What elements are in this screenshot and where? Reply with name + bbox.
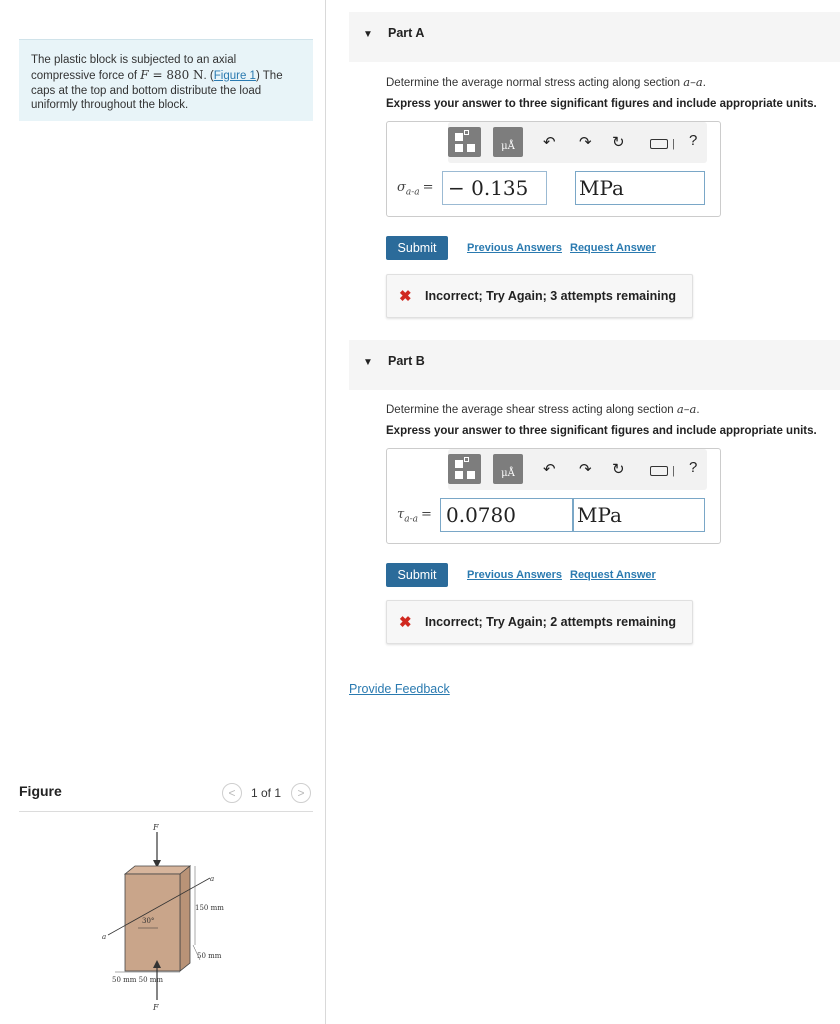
part-a-title: Part A	[388, 26, 425, 40]
math-toolbar	[448, 449, 707, 490]
symbol-letter: τ	[397, 507, 405, 522]
label-force-bottom: F	[153, 1003, 159, 1012]
chevron-right-icon[interactable]: >	[291, 783, 311, 803]
equals-sign: =	[420, 507, 432, 522]
keyboard-icon[interactable]	[650, 466, 668, 476]
question-text: .	[702, 77, 706, 89]
error-icon: ✖	[399, 614, 412, 631]
reset-icon[interactable]: ↻	[612, 461, 625, 478]
part-a-feedback	[386, 274, 693, 318]
request-answer-link[interactable]: Request Answer	[570, 569, 656, 581]
part-b-question	[386, 402, 700, 416]
question-text: .	[696, 404, 700, 416]
force-equals: =	[148, 67, 167, 82]
math-toolbar	[448, 122, 707, 163]
figure-title: Figure	[19, 783, 62, 799]
redo-icon[interactable]: ↷	[579, 134, 592, 151]
units-icon[interactable]: μÅ	[493, 127, 523, 157]
feedback-message: Incorrect; Try Again; 2 attempts remaining	[425, 615, 676, 629]
submit-button[interactable]: Submit	[386, 563, 448, 587]
problem-text: ) The caps at the top and bottom distribute the load uniformly throughout the block.	[31, 69, 283, 112]
help-icon[interactable]: ?	[689, 132, 698, 149]
part-b-feedback	[386, 600, 693, 644]
submit-button[interactable]: Submit	[386, 236, 448, 260]
units-icon[interactable]: μÅ	[493, 454, 523, 484]
caret-down-icon[interactable]: ▼	[363, 29, 373, 40]
caret-down-icon[interactable]: ▼	[363, 357, 373, 368]
figure-pager: 1 of 1	[251, 786, 282, 800]
sigma-symbol	[397, 180, 434, 198]
question-text: Determine the average shear stress acting along section	[386, 404, 677, 416]
force-symbol: F	[140, 67, 149, 82]
value-input[interactable]: 0.0780	[440, 498, 573, 532]
problem-text: The plastic block is subjected to an axial compressive force of	[31, 54, 237, 82]
redo-icon[interactable]: ↷	[579, 461, 592, 478]
part-a-header[interactable]	[349, 12, 840, 62]
value-input[interactable]: − 0.135	[442, 171, 547, 205]
section-symbol: a–a	[683, 75, 703, 89]
tau-symbol	[397, 507, 432, 525]
part-a-answer-box	[386, 121, 721, 217]
question-text: Determine the average normal stress acting along section	[386, 77, 684, 89]
part-a-instruction: Express your answer to three significant figures and include appropriate units.	[386, 98, 817, 110]
label-section-right: a	[210, 875, 215, 883]
force-value: 880 N	[166, 67, 204, 82]
panel-divider	[325, 0, 326, 1024]
symbol-letter: σ	[397, 180, 406, 195]
label-depth: 50 mm	[197, 952, 222, 960]
block-side-face	[180, 866, 190, 971]
part-b-header[interactable]	[349, 340, 840, 390]
part-a-question	[386, 75, 706, 89]
provide-feedback-link[interactable]: Provide Feedback	[349, 682, 450, 696]
part-b-answer-box	[386, 448, 721, 544]
symbol-subscript: a-a	[405, 187, 420, 198]
label-width: 50 mm 50 mm	[112, 976, 164, 984]
undo-icon[interactable]: ↶	[543, 134, 556, 151]
toolbar-separator: |	[672, 465, 675, 477]
error-icon: ✖	[399, 288, 412, 305]
previous-answers-link[interactable]: Previous Answers	[467, 242, 562, 254]
equals-sign: =	[422, 180, 434, 195]
problem-text: . (	[203, 69, 214, 82]
templates-icon[interactable]	[448, 454, 481, 484]
part-b-instruction: Express your answer to three significant figures and include appropriate units.	[386, 425, 817, 437]
units-input[interactable]: MPa	[575, 171, 705, 205]
previous-answers-link[interactable]: Previous Answers	[467, 569, 562, 581]
label-force-top: F	[153, 823, 159, 832]
label-height: 150 mm	[195, 904, 224, 912]
block-top-face	[125, 866, 190, 874]
request-answer-link[interactable]: Request Answer	[570, 242, 656, 254]
figure-header	[19, 780, 313, 812]
section-symbol: a–a	[676, 402, 697, 416]
label-section-left: a	[102, 933, 107, 941]
templates-icon[interactable]	[448, 127, 481, 157]
chevron-left-icon[interactable]: <	[222, 783, 242, 803]
help-icon[interactable]: ?	[689, 459, 698, 476]
reset-icon[interactable]: ↻	[612, 134, 625, 151]
figure-link[interactable]: Figure 1	[213, 69, 256, 82]
symbol-subscript: a-a	[404, 514, 418, 525]
plastic-block-figure	[100, 820, 240, 1016]
problem-statement	[19, 39, 313, 121]
feedback-message: Incorrect; Try Again; 3 attempts remaining	[425, 289, 676, 303]
keyboard-icon[interactable]	[650, 139, 668, 149]
part-b-title: Part B	[388, 354, 425, 368]
toolbar-separator: |	[672, 138, 675, 150]
label-angle: 30°	[142, 917, 155, 925]
undo-icon[interactable]: ↶	[543, 461, 556, 478]
units-input[interactable]: MPa	[573, 498, 705, 532]
